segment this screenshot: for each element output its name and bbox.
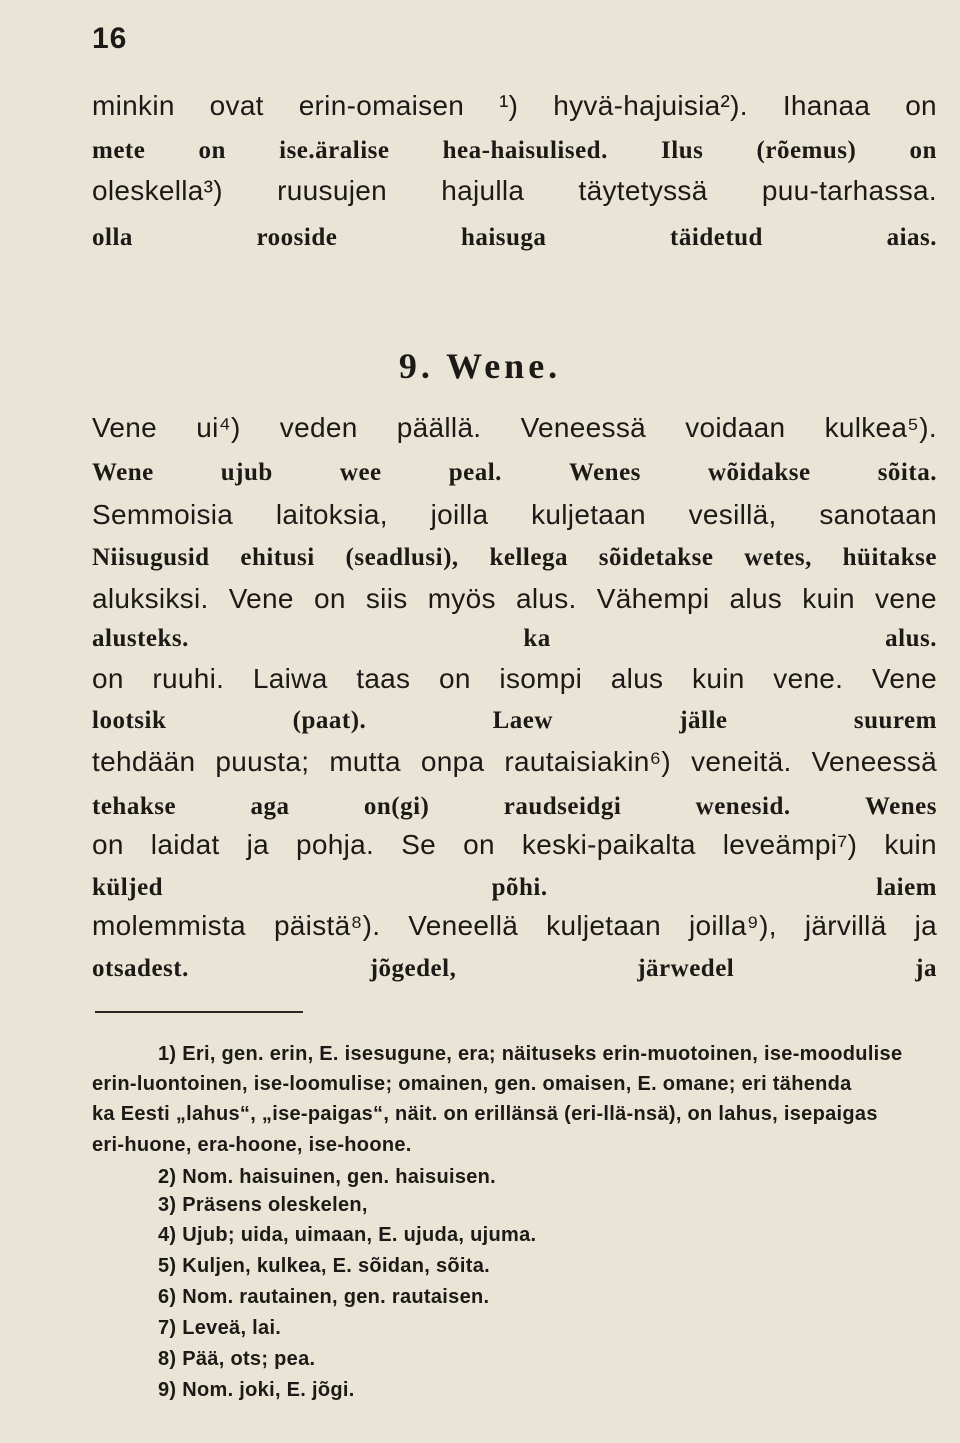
footnote-9: 9) Nom. joki, E. jõgi. <box>158 1379 355 1401</box>
word: alus <box>610 663 664 694</box>
word: ujub <box>220 459 273 486</box>
word: siis <box>365 583 408 614</box>
word: tehdään <box>92 746 196 777</box>
word: isompi <box>499 663 583 694</box>
word: ka <box>523 625 551 652</box>
word: kellega <box>489 544 568 571</box>
word: järvillä <box>804 910 887 941</box>
text-line <box>92 829 937 861</box>
word: otsadest. <box>92 955 189 982</box>
word: alus. <box>885 625 937 652</box>
word: mete <box>92 137 146 164</box>
word: on <box>909 137 937 164</box>
word: on <box>198 137 226 164</box>
word: joilla⁹), <box>688 910 777 941</box>
text-line <box>92 707 937 735</box>
word: on <box>92 829 124 860</box>
footnote-1-cont: eri-huone, era-hoone, ise-hoone. <box>92 1134 412 1156</box>
word: Veneellä <box>408 910 519 941</box>
footnote-1: 1) Eri, gen. erin, E. isesugune, era; näituseks erin-muotoinen, ise-moodulise <box>158 1043 903 1065</box>
word: keski-paikalta <box>521 829 696 860</box>
word: onpa <box>420 746 485 777</box>
word: oleskella³) <box>92 175 223 206</box>
word: olla <box>92 224 133 251</box>
word: Wene <box>92 459 154 486</box>
section-heading: 9. Wene. <box>398 346 562 386</box>
text-line <box>92 459 937 487</box>
word: Vene <box>92 412 158 443</box>
word: wõidakse <box>707 459 811 486</box>
word: ¹) <box>499 90 519 121</box>
word: aga <box>250 793 290 820</box>
word: joilla <box>430 499 489 530</box>
word: (paat). <box>292 707 367 734</box>
word: sõidetakse <box>598 544 714 571</box>
word: kuljetaan <box>531 499 646 530</box>
word: ruusujen <box>277 175 387 206</box>
footnote-8: 8) Pää, ots; pea. <box>158 1348 316 1370</box>
footnote-1-cont: ka Eesti „lahus“, „ise-paigas“, näit. on erillänsä (eri-llä-nsä), on lahus, isepaigas <box>92 1103 878 1125</box>
word: (rõemus) <box>756 137 857 164</box>
word: molemmista <box>92 910 246 941</box>
word: Ilus <box>661 137 704 164</box>
word: alus <box>729 583 783 614</box>
word: päistä⁸). <box>273 910 381 941</box>
word: erin-omaisen <box>298 90 465 121</box>
word: Ihanaa <box>782 90 871 121</box>
word: puu-tarhassa. <box>761 175 937 206</box>
word: myös <box>427 583 496 614</box>
word: veneitä. <box>691 746 792 777</box>
word: Se <box>401 829 437 860</box>
text-line <box>92 137 937 165</box>
word: põhi. <box>491 874 548 901</box>
text-line <box>92 910 937 942</box>
text-line <box>92 499 937 531</box>
word: Veneessä <box>811 746 937 777</box>
text-line <box>92 90 937 122</box>
word: kuin <box>692 663 745 694</box>
word: Niisugusid <box>92 544 210 571</box>
word: haisuga <box>460 224 547 251</box>
word: hajulla <box>441 175 525 206</box>
text-line <box>92 175 937 207</box>
word: lootsik <box>92 707 167 734</box>
word: vesillä, <box>688 499 777 530</box>
word: on <box>905 90 937 121</box>
word: pohja. <box>296 829 375 860</box>
word: puusta; <box>215 746 310 777</box>
word: veden <box>279 412 358 443</box>
word: alus. <box>515 583 577 614</box>
word: suurem <box>853 707 937 734</box>
text-line <box>92 412 937 444</box>
word: kuin <box>802 583 855 614</box>
word: alusteks. <box>92 625 189 652</box>
word: ovat <box>209 90 264 121</box>
word: ehitusi <box>240 544 315 571</box>
word: (seadlusi), <box>345 544 459 571</box>
word: Wenes <box>865 793 937 820</box>
word: kuin <box>884 829 937 860</box>
word: laiem <box>876 874 937 901</box>
word: hyvä-hajuisia²). <box>553 90 748 121</box>
word: wenesid. <box>695 793 791 820</box>
word: vene <box>875 583 937 614</box>
word: ja <box>246 829 269 860</box>
word: on <box>463 829 495 860</box>
word: järwedel <box>637 955 735 982</box>
text-line <box>92 874 937 902</box>
word: mutta <box>329 746 401 777</box>
word: raudseidgi <box>503 793 622 820</box>
footnote-1-cont: erin-luontoinen, ise-loomulise; omainen, gen. omaisen, E. omane; eri tähenda <box>92 1073 852 1095</box>
text-line <box>92 793 937 821</box>
word: jõgedel, <box>369 955 457 982</box>
word: Wenes <box>568 459 641 486</box>
word: wetes, <box>744 544 812 571</box>
footnote-6: 6) Nom. rautainen, gen. rautaisen. <box>158 1286 490 1308</box>
footnote-5: 5) Kuljen, kulkea, E. sõidan, sõita. <box>158 1255 491 1277</box>
footnote-7: 7) Leveä, lai. <box>158 1317 282 1339</box>
text-line <box>92 583 937 615</box>
word: täidetud <box>670 224 763 251</box>
word: laitoksia, <box>275 499 388 530</box>
word: peal. <box>448 459 502 486</box>
footnote-2: 2) Nom. haisuinen, gen. haisuisen. <box>158 1166 497 1188</box>
word: voidaan <box>685 412 786 443</box>
word: Vene <box>228 583 294 614</box>
word: jälle <box>679 707 728 734</box>
word: täytetyssä <box>578 175 708 206</box>
word: küljed <box>92 874 164 901</box>
word: leveämpi⁷) <box>722 829 858 860</box>
word: ruuhi. <box>152 663 225 694</box>
word: on <box>439 663 471 694</box>
word: rautaisiakin⁶) <box>504 746 672 777</box>
word: vene. <box>773 663 844 694</box>
word: hüitakse <box>842 544 937 571</box>
word: ise.äralise <box>279 137 390 164</box>
word: päällä. <box>396 412 482 443</box>
word: Vene <box>871 663 937 694</box>
text-line <box>92 746 937 778</box>
page-number: 16 <box>92 22 128 55</box>
word: Semmoisia <box>92 499 234 530</box>
word: Veneessä <box>520 412 646 443</box>
word: aluksiksi. <box>92 583 209 614</box>
word: hea-haisulised. <box>442 137 608 164</box>
word: taas <box>356 663 411 694</box>
word: Vähempi <box>596 583 710 614</box>
word: rooside <box>256 224 338 251</box>
word: tehakse <box>92 793 177 820</box>
text-line <box>92 955 937 983</box>
word: Laew <box>492 707 553 734</box>
word: kulkea⁵). <box>824 412 937 443</box>
text-line <box>92 224 937 252</box>
text-line <box>92 625 937 653</box>
footnote-divider <box>95 1011 303 1013</box>
word: Laiwa <box>252 663 328 694</box>
word: ja <box>914 910 937 941</box>
word: ja <box>915 955 937 982</box>
footnote-4: 4) Ujub; uida, uimaan, E. ujuda, ujuma. <box>158 1224 537 1246</box>
word: on <box>92 663 124 694</box>
word: on(gi) <box>363 793 430 820</box>
text-line <box>92 544 937 572</box>
word: minkin <box>92 90 175 121</box>
word: sanotaan <box>819 499 937 530</box>
word: laidat <box>150 829 220 860</box>
word: on <box>313 583 346 614</box>
word: aias. <box>886 224 937 251</box>
text-line <box>92 663 937 695</box>
footnote-3: 3) Präsens oleskelen, <box>158 1194 368 1216</box>
word: kuljetaan <box>546 910 661 941</box>
word: sõita. <box>877 459 937 486</box>
word: wee <box>339 459 382 486</box>
word: ui⁴) <box>196 412 241 443</box>
